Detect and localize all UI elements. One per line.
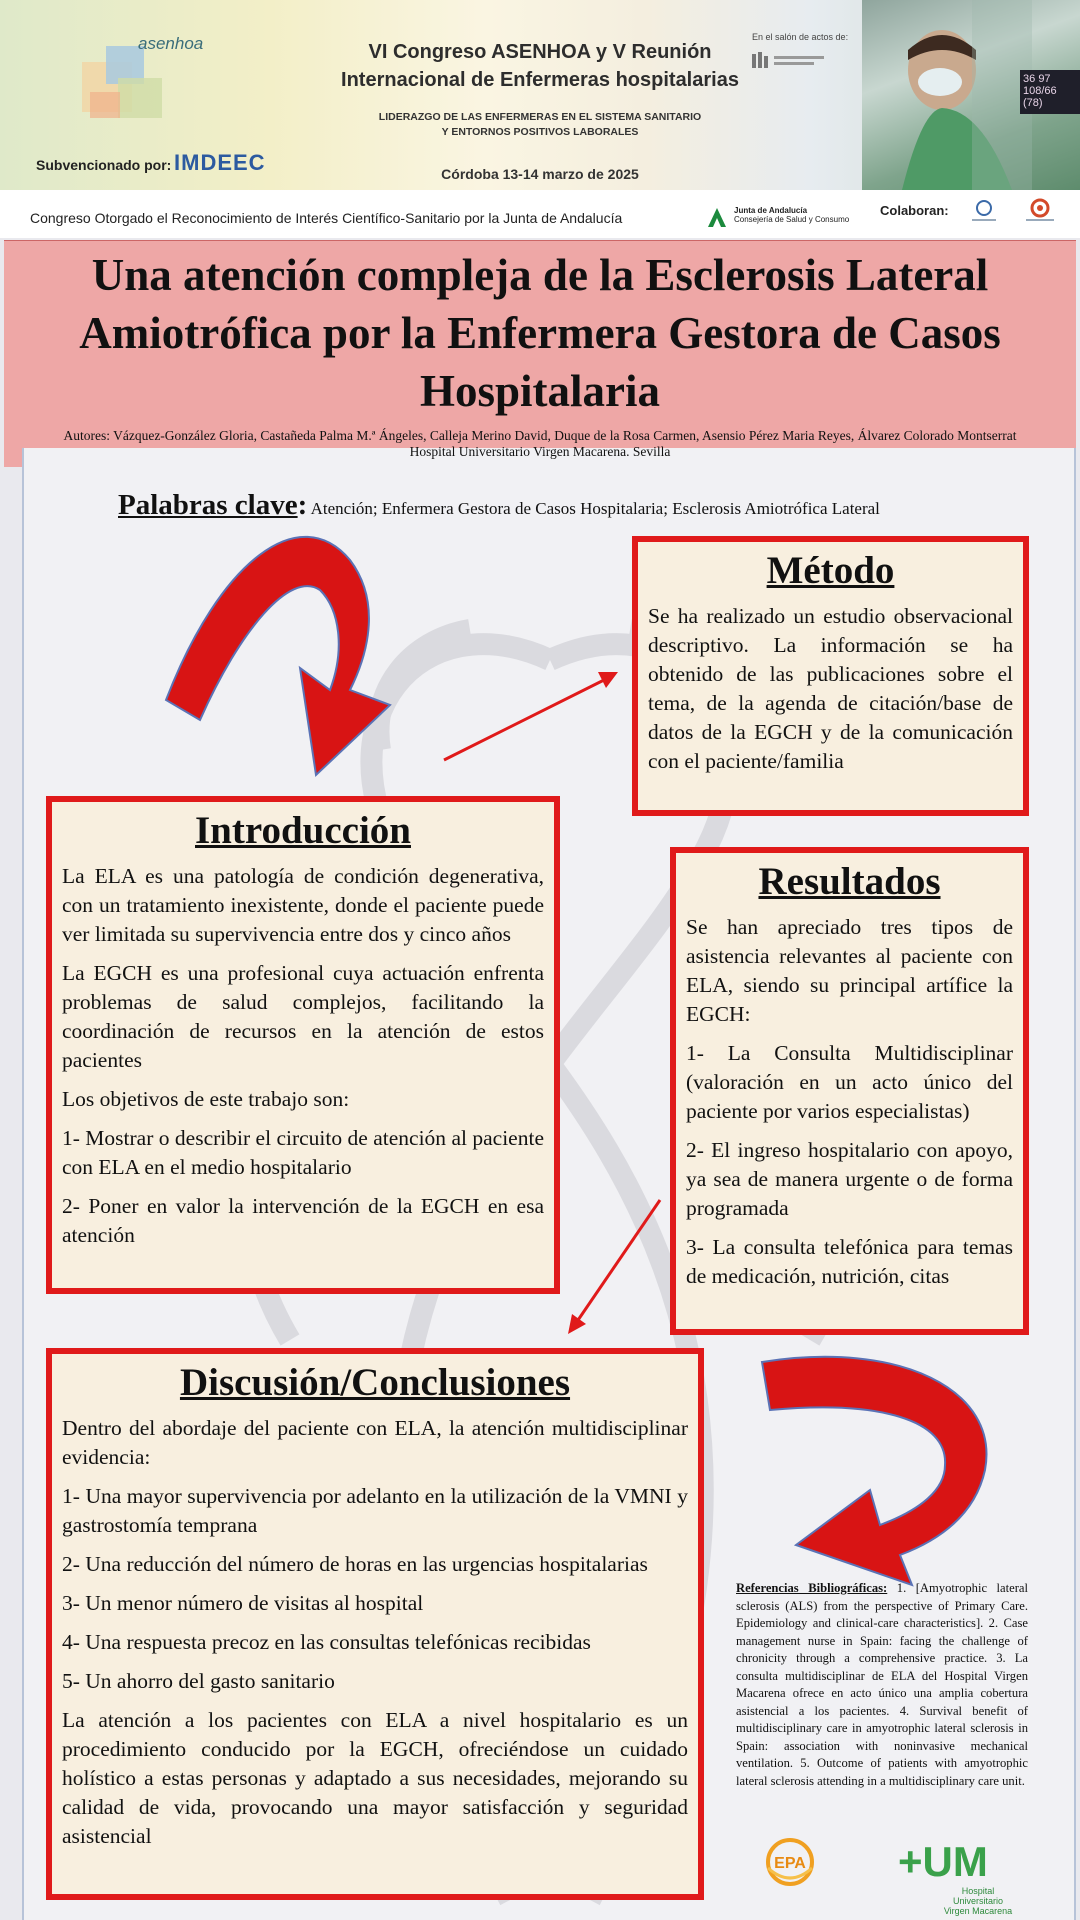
salon-label: En el salón de actos de: <box>752 32 849 42</box>
junta-line: Junta de Andalucía <box>734 206 808 215</box>
keywords-label: Palabras clave <box>118 489 298 521</box>
monitor-value: 97 <box>1038 73 1051 85</box>
big-curved-arrow <box>762 1357 986 1585</box>
hum-mark: +UM <box>898 1838 988 1885</box>
intro-paragraph: Los objetivos de este trabajo son: <box>62 1087 350 1111</box>
epa-logo-text: EPA <box>774 1855 806 1872</box>
poster-title-line: Amiotrófica por la Enfermera Gestora de Casos <box>79 308 1001 358</box>
references-label: Referencias Bibliográficas: <box>736 1581 888 1595</box>
intro-paragraph: La EGCH es una profesional cuya actuación enfrenta problemas de salud complejos, facilitando la coordinación de recursos en la atención de estos pacientes <box>62 961 544 1072</box>
hospital-affiliation: Hospital Universitario Virgen Macarena. Sevilla <box>409 444 671 459</box>
congress-title-line: Internacional de Enfermeras hospitalarias <box>341 69 739 91</box>
intro-paragraph: 1- Mostrar o describir el circuito de atención al paciente con ELA en el medio hospitalario <box>62 1126 544 1179</box>
poster-title-line: Hospitalaria <box>419 366 660 416</box>
congress-title-line: VI Congreso ASENHOA y V Reunión <box>368 41 712 63</box>
subvencionado-label: Subvencionado por: <box>36 157 172 173</box>
recognition-text: Congreso Otorgado el Reconocimiento de Interés Científico-Sanitario por la Junta de Andalucía <box>30 210 623 226</box>
metodo-title: Método <box>766 549 895 592</box>
discusion-paragraph: Dentro del abordaje del paciente con ELA, la atención multidisciplinar evidencia: <box>62 1416 688 1469</box>
monitor-value: 108/66 <box>1023 85 1057 97</box>
poster-title-line: Una atención compleja de la Esclerosis Lateral <box>91 250 989 300</box>
resultados-paragraph: 1- La Consulta Multidisciplinar (valoración en un acto único del paciente por varios especialistas) <box>686 1041 1013 1123</box>
keywords-colon: : <box>297 489 308 521</box>
discusion-box <box>46 1348 704 1900</box>
resultados-paragraph: 3- La consulta telefónica para temas de medicación, nutrición, citas <box>686 1235 1013 1288</box>
discusion-paragraph: La atención a los pacientes con ELA a nivel hospitalario es un procedimiento conducido por la EGCH, ofreciéndose un cuidado holístico a estas personas y adaptado a sus necesidades, mejorando su calidad de vida, provocando una mayor satisfacción y seguridad asistencial <box>62 1708 688 1848</box>
resultados-paragraph: Se han apreciado tres tipos de asistencia relevantes al paciente con ELA, siendo su principal artífice la EGCH: <box>686 915 1013 1026</box>
discusion-paragraph: 3- Un menor número de visitas al hospital <box>62 1591 424 1615</box>
hum-text-line: Virgen Macarena <box>943 1906 1013 1916</box>
monitor-value: 36 <box>1023 73 1036 85</box>
imdeec-logo: IMDEEC <box>174 150 266 175</box>
references <box>736 1580 1028 1790</box>
monitor-value: (78) <box>1023 97 1043 109</box>
intro-paragraph: 2- Poner en valor la intervención de la EGCH en esa atención <box>62 1194 544 1247</box>
discusion-paragraph: 4- Una respuesta precoz en las consultas telefónicas recibidas <box>62 1630 591 1654</box>
discusion-paragraph: 1- Una mayor supervivencia por adelanto en la utilización de la VMNI y gastrostomía temprana <box>62 1484 688 1537</box>
congress-date: Córdoba 13-14 marzo de 2025 <box>441 166 639 182</box>
congress-subtitle-line: Y ENTORNOS POSITIVOS LABORALES <box>441 126 639 138</box>
resultados-title: Resultados <box>758 860 941 903</box>
asenhoa-logo: asenhoa <box>138 34 204 53</box>
introduccion-box <box>46 796 560 1294</box>
colaboran-label: Colaboran: <box>880 203 949 218</box>
hum-text <box>938 1886 1018 1916</box>
arrow-head <box>568 1314 586 1334</box>
arrow-to-discusion <box>574 1200 660 1326</box>
congress-subtitle-line: LIDERAZGO DE LAS ENFERMERAS EN EL SISTEMA SANITARIO <box>378 111 702 123</box>
metodo-text: Se ha realizado un estudio observacional descriptivo. La información se ha obtenido de las publicaciones sobre el tema, de la agenda de citación/base de datos de la EGCH y de la comunicación con el paciente/familia <box>648 604 1013 773</box>
resultados-box <box>670 847 1029 1335</box>
keywords-text: Atención; Enfermera Gestora de Casos Hospitalaria; Esclerosis Amiotrófica Lateral <box>310 499 880 518</box>
discusion-paragraph: 5- Un ahorro del gasto sanitario <box>62 1669 335 1693</box>
references-text: 1. [Amyotrophic lateral sclerosis (ALS) from the perspective of Primary Care. Epidemiology and clinical-care characteristics]. 2. Case management nurse in Spain: facing the challenge of chronicity through a comprehensive practice. 3. La consulta multidisciplinar de ELA del Hospital Virgen Macarena ofrece en acto único una amplia cobertura asistencial a los pacientes. 4. Survival benefit of multidisciplinary care in amyotrophic lateral sclerosis in Spain: association with noninvasive mechanical ventilation. 5. Outcome of patients with amyotrophic lateral sclerosis attending in a multidisciplinary care unit. <box>736 1581 1028 1788</box>
hum-text-line: Hospital Universitario <box>952 1886 1003 1906</box>
intro-paragraph: La ELA es una patología de condición degenerativa, con un tratamiento inexistente, donde el paciente puede ver limitada su supervivencia entre dos y cinco años <box>62 864 544 946</box>
metodo-box <box>632 536 1029 816</box>
arrow-to-metodo <box>444 676 612 760</box>
hospital-virgen-macarena-logo <box>898 1838 1018 1916</box>
introduccion-title: Introducción <box>195 809 411 852</box>
resultados-paragraph: 2- El ingreso hospitalario con apoyo, ya sea de manera urgente o de forma programada <box>686 1138 1013 1220</box>
epa-logo <box>754 1838 826 1898</box>
big-curved-arrow <box>166 537 390 775</box>
discusion-title: Discusión/Conclusiones <box>179 1361 571 1404</box>
discusion-paragraph: 2- Una reducción del número de horas en las urgencias hospitalarias <box>62 1552 648 1576</box>
junta-line: Consejería de Salud y Consumo <box>734 215 850 224</box>
authors: Autores: Vázquez-González Gloria, Castañeda Palma M.ª Ángeles, Calleja Merino David, Duque de la Rosa Carmen, Asensio Pérez Maria Reyes, Álvarez Colorado Montserrat <box>63 428 1017 443</box>
